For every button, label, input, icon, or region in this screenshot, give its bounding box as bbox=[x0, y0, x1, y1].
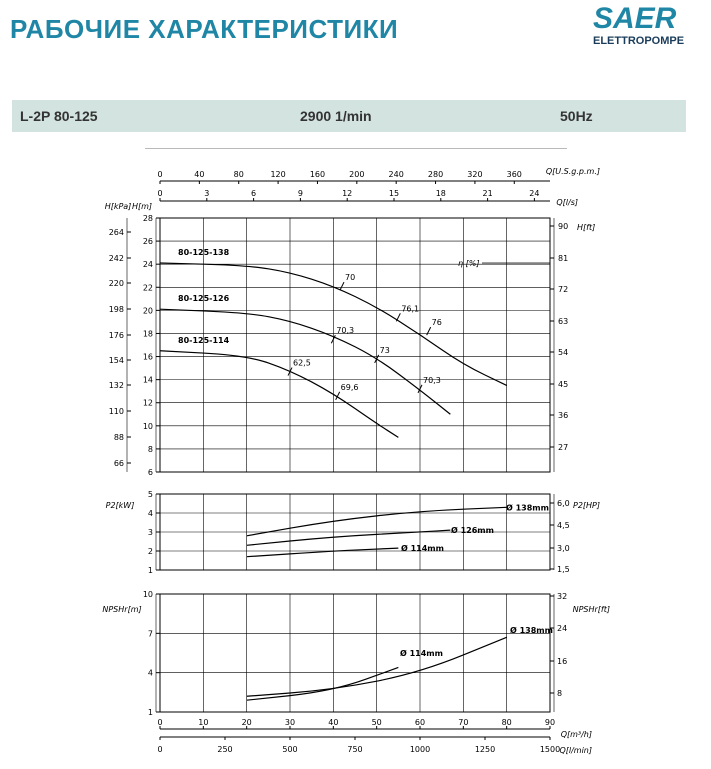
y-tick-label: 24 bbox=[142, 260, 153, 270]
curve-80-125-114 bbox=[160, 351, 398, 438]
lmin-tick-label: 1250 bbox=[474, 745, 496, 754]
ls-tick-label: 21 bbox=[482, 189, 493, 198]
m3h-tick-label: 80 bbox=[501, 718, 512, 727]
y-tick-label: 6 bbox=[147, 468, 153, 477]
m3h-tick-label: 20 bbox=[241, 718, 252, 727]
efficiency-label: 62,5 bbox=[293, 358, 311, 368]
ls-tick-label: 24 bbox=[529, 189, 540, 198]
frequency-label: 50Hz bbox=[560, 108, 593, 124]
p2-kw-axis-label: P2[kW] bbox=[105, 501, 135, 510]
panel-npshr-q bbox=[156, 594, 554, 712]
series-label: 80-125-138 bbox=[178, 248, 230, 258]
kpa-tick-label: 220 bbox=[108, 279, 124, 288]
p2-series-label: Ø 126mm bbox=[451, 526, 494, 536]
gpm-tick-label: 120 bbox=[270, 170, 286, 179]
ft-tick-label: 45 bbox=[558, 380, 569, 389]
efficiency-axis-label: η [%] bbox=[458, 259, 480, 268]
efficiency-label: 76 bbox=[431, 318, 442, 328]
m3h-tick-label: 0 bbox=[157, 718, 163, 727]
efficiency-tick bbox=[427, 327, 431, 335]
gpm-tick-label: 40 bbox=[194, 170, 205, 179]
efficiency-label: 70,3 bbox=[336, 326, 355, 336]
gpm-tick-label: 320 bbox=[467, 170, 483, 179]
y-tick-label: 16 bbox=[142, 352, 153, 362]
y-tick-label: 12 bbox=[142, 398, 153, 408]
ls-axis-label: Q[l/s] bbox=[556, 198, 578, 207]
ls-tick-label: 9 bbox=[297, 189, 303, 198]
y-tick-label: 8 bbox=[147, 444, 153, 454]
ls-tick-label: 18 bbox=[435, 189, 446, 198]
p2-hp-axis-label: P2[HP] bbox=[573, 501, 600, 510]
y-tick-label: 10 bbox=[142, 421, 153, 431]
npsh-ft-tick-label: 32 bbox=[557, 592, 568, 601]
hm-axis-label: H[m] bbox=[131, 202, 153, 211]
gpm-tick-label: 0 bbox=[157, 170, 163, 179]
gpm-tick-label: 200 bbox=[349, 170, 365, 179]
ft-tick-label: 81 bbox=[558, 254, 569, 263]
y-tick-label: 22 bbox=[142, 283, 153, 293]
y-tick-label: 1 bbox=[147, 708, 153, 717]
curve--114mm bbox=[247, 548, 399, 557]
ls-tick-label: 6 bbox=[251, 189, 257, 198]
npsh-m-axis-label: NPSHr[m] bbox=[102, 605, 142, 614]
ft-tick-label: 36 bbox=[558, 411, 569, 420]
npsh-series-label: Ø 138mm bbox=[510, 626, 553, 635]
gpm-tick-label: 360 bbox=[506, 170, 522, 179]
gpm-axis-label: Q[U.S.g.p.m.] bbox=[545, 167, 600, 176]
ft-tick-label: 90 bbox=[558, 222, 569, 231]
curve--114mm bbox=[247, 667, 399, 700]
y-tick-label: 28 bbox=[142, 214, 153, 223]
lmin-tick-label: 1500 bbox=[539, 745, 561, 754]
y-tick-label: 10 bbox=[142, 590, 153, 599]
model-label: L-2P 80-125 bbox=[20, 108, 98, 124]
kpa-axis-label: H[kPa] bbox=[104, 202, 132, 211]
kpa-tick-label: 198 bbox=[108, 305, 124, 314]
kpa-tick-label: 66 bbox=[113, 459, 124, 468]
npsh-series-label: Ø 114mm bbox=[400, 649, 443, 658]
m3h-tick-label: 70 bbox=[458, 718, 469, 727]
ls-tick-label: 15 bbox=[388, 189, 400, 198]
kpa-tick-label: 176 bbox=[108, 331, 124, 340]
npsh-ft-tick-label: 24 bbox=[557, 624, 568, 633]
efficiency-tick bbox=[340, 282, 344, 290]
ft-tick-label: 63 bbox=[558, 317, 569, 326]
y-tick-label: 1 bbox=[147, 566, 153, 575]
efficiency-label: 70 bbox=[345, 273, 356, 283]
panel-frame bbox=[160, 594, 550, 712]
speed-label: 2900 1/min bbox=[300, 108, 372, 124]
series-label: 80-125-126 bbox=[178, 294, 230, 304]
lmin-tick-label: 1000 bbox=[409, 745, 431, 754]
p2-series-label: Ø 138mm bbox=[506, 503, 549, 513]
kpa-tick-label: 154 bbox=[108, 356, 124, 365]
kpa-tick-label: 264 bbox=[108, 228, 124, 237]
m3h-axis-label: Q[m³/h] bbox=[560, 730, 592, 739]
gpm-tick-label: 160 bbox=[309, 170, 326, 179]
y-tick-label: 7 bbox=[147, 629, 153, 639]
npsh-ft-axis-label: NPSHr[ft] bbox=[572, 605, 610, 614]
efficiency-label: 73 bbox=[379, 345, 390, 355]
y-tick-label: 4 bbox=[147, 668, 153, 678]
y-tick-label: 3 bbox=[147, 528, 153, 537]
kpa-tick-label: 110 bbox=[108, 407, 124, 416]
logo-subtext: ELETTROPOMPE bbox=[593, 35, 685, 47]
m3h-tick-label: 50 bbox=[371, 718, 382, 727]
y-tick-label: 4 bbox=[147, 509, 153, 518]
efficiency-label: 70,3 bbox=[423, 375, 441, 385]
y-tick-label: 18 bbox=[142, 329, 153, 339]
gpm-tick-label: 280 bbox=[427, 170, 444, 179]
y-tick-label: 26 bbox=[142, 237, 153, 247]
gpm-tick-label: 80 bbox=[233, 170, 244, 179]
ft-tick-label: 72 bbox=[558, 285, 569, 294]
logo-text: SAER bbox=[593, 2, 677, 35]
y-tick-label: 14 bbox=[142, 375, 153, 385]
y-tick-label: 20 bbox=[142, 306, 153, 316]
kpa-tick-label: 88 bbox=[113, 433, 124, 442]
hft-axis-label: H[ft] bbox=[577, 223, 596, 232]
ft-tick-label: 27 bbox=[558, 443, 569, 452]
lmin-axis-label: Q[l/min] bbox=[559, 746, 592, 755]
kpa-tick-label: 242 bbox=[108, 254, 124, 263]
hp-tick-label: 3,0 bbox=[557, 544, 570, 553]
m3h-tick-label: 90 bbox=[544, 718, 556, 727]
kpa-tick-label: 132 bbox=[108, 381, 124, 390]
p2-series-label: Ø 114mm bbox=[401, 544, 444, 554]
npsh-ft-tick-label: 8 bbox=[557, 689, 563, 698]
efficiency-label: 69,6 bbox=[340, 382, 359, 392]
efficiency-label: 76,1 bbox=[401, 304, 420, 314]
hp-tick-label: 6,0 bbox=[557, 499, 570, 508]
hp-tick-label: 1,5 bbox=[557, 565, 570, 574]
npsh-ft-tick-label: 16 bbox=[557, 657, 568, 666]
m3h-tick-label: 40 bbox=[328, 718, 339, 727]
m3h-tick-label: 60 bbox=[414, 718, 426, 727]
ls-tick-label: 3 bbox=[204, 189, 210, 198]
gpm-tick-label: 240 bbox=[388, 170, 404, 179]
m3h-tick-label: 10 bbox=[198, 718, 209, 727]
ft-tick-label: 54 bbox=[558, 348, 569, 357]
page-title: РАБОЧИЕ ХАРАКТЕРИСТИКИ bbox=[10, 14, 399, 44]
y-tick-label: 5 bbox=[147, 490, 153, 499]
ls-tick-label: 0 bbox=[157, 189, 163, 198]
ls-tick-label: 12 bbox=[342, 189, 353, 198]
y-tick-label: 2 bbox=[147, 547, 153, 556]
lmin-tick-label: 500 bbox=[282, 745, 298, 754]
lmin-tick-label: 0 bbox=[157, 745, 163, 754]
hp-tick-label: 4,5 bbox=[557, 521, 570, 530]
lmin-tick-label: 250 bbox=[217, 745, 233, 754]
series-label: 80-125-114 bbox=[178, 335, 230, 345]
m3h-tick-label: 30 bbox=[284, 718, 296, 727]
lmin-tick-label: 750 bbox=[347, 745, 363, 754]
panel-p2-q bbox=[156, 494, 554, 570]
